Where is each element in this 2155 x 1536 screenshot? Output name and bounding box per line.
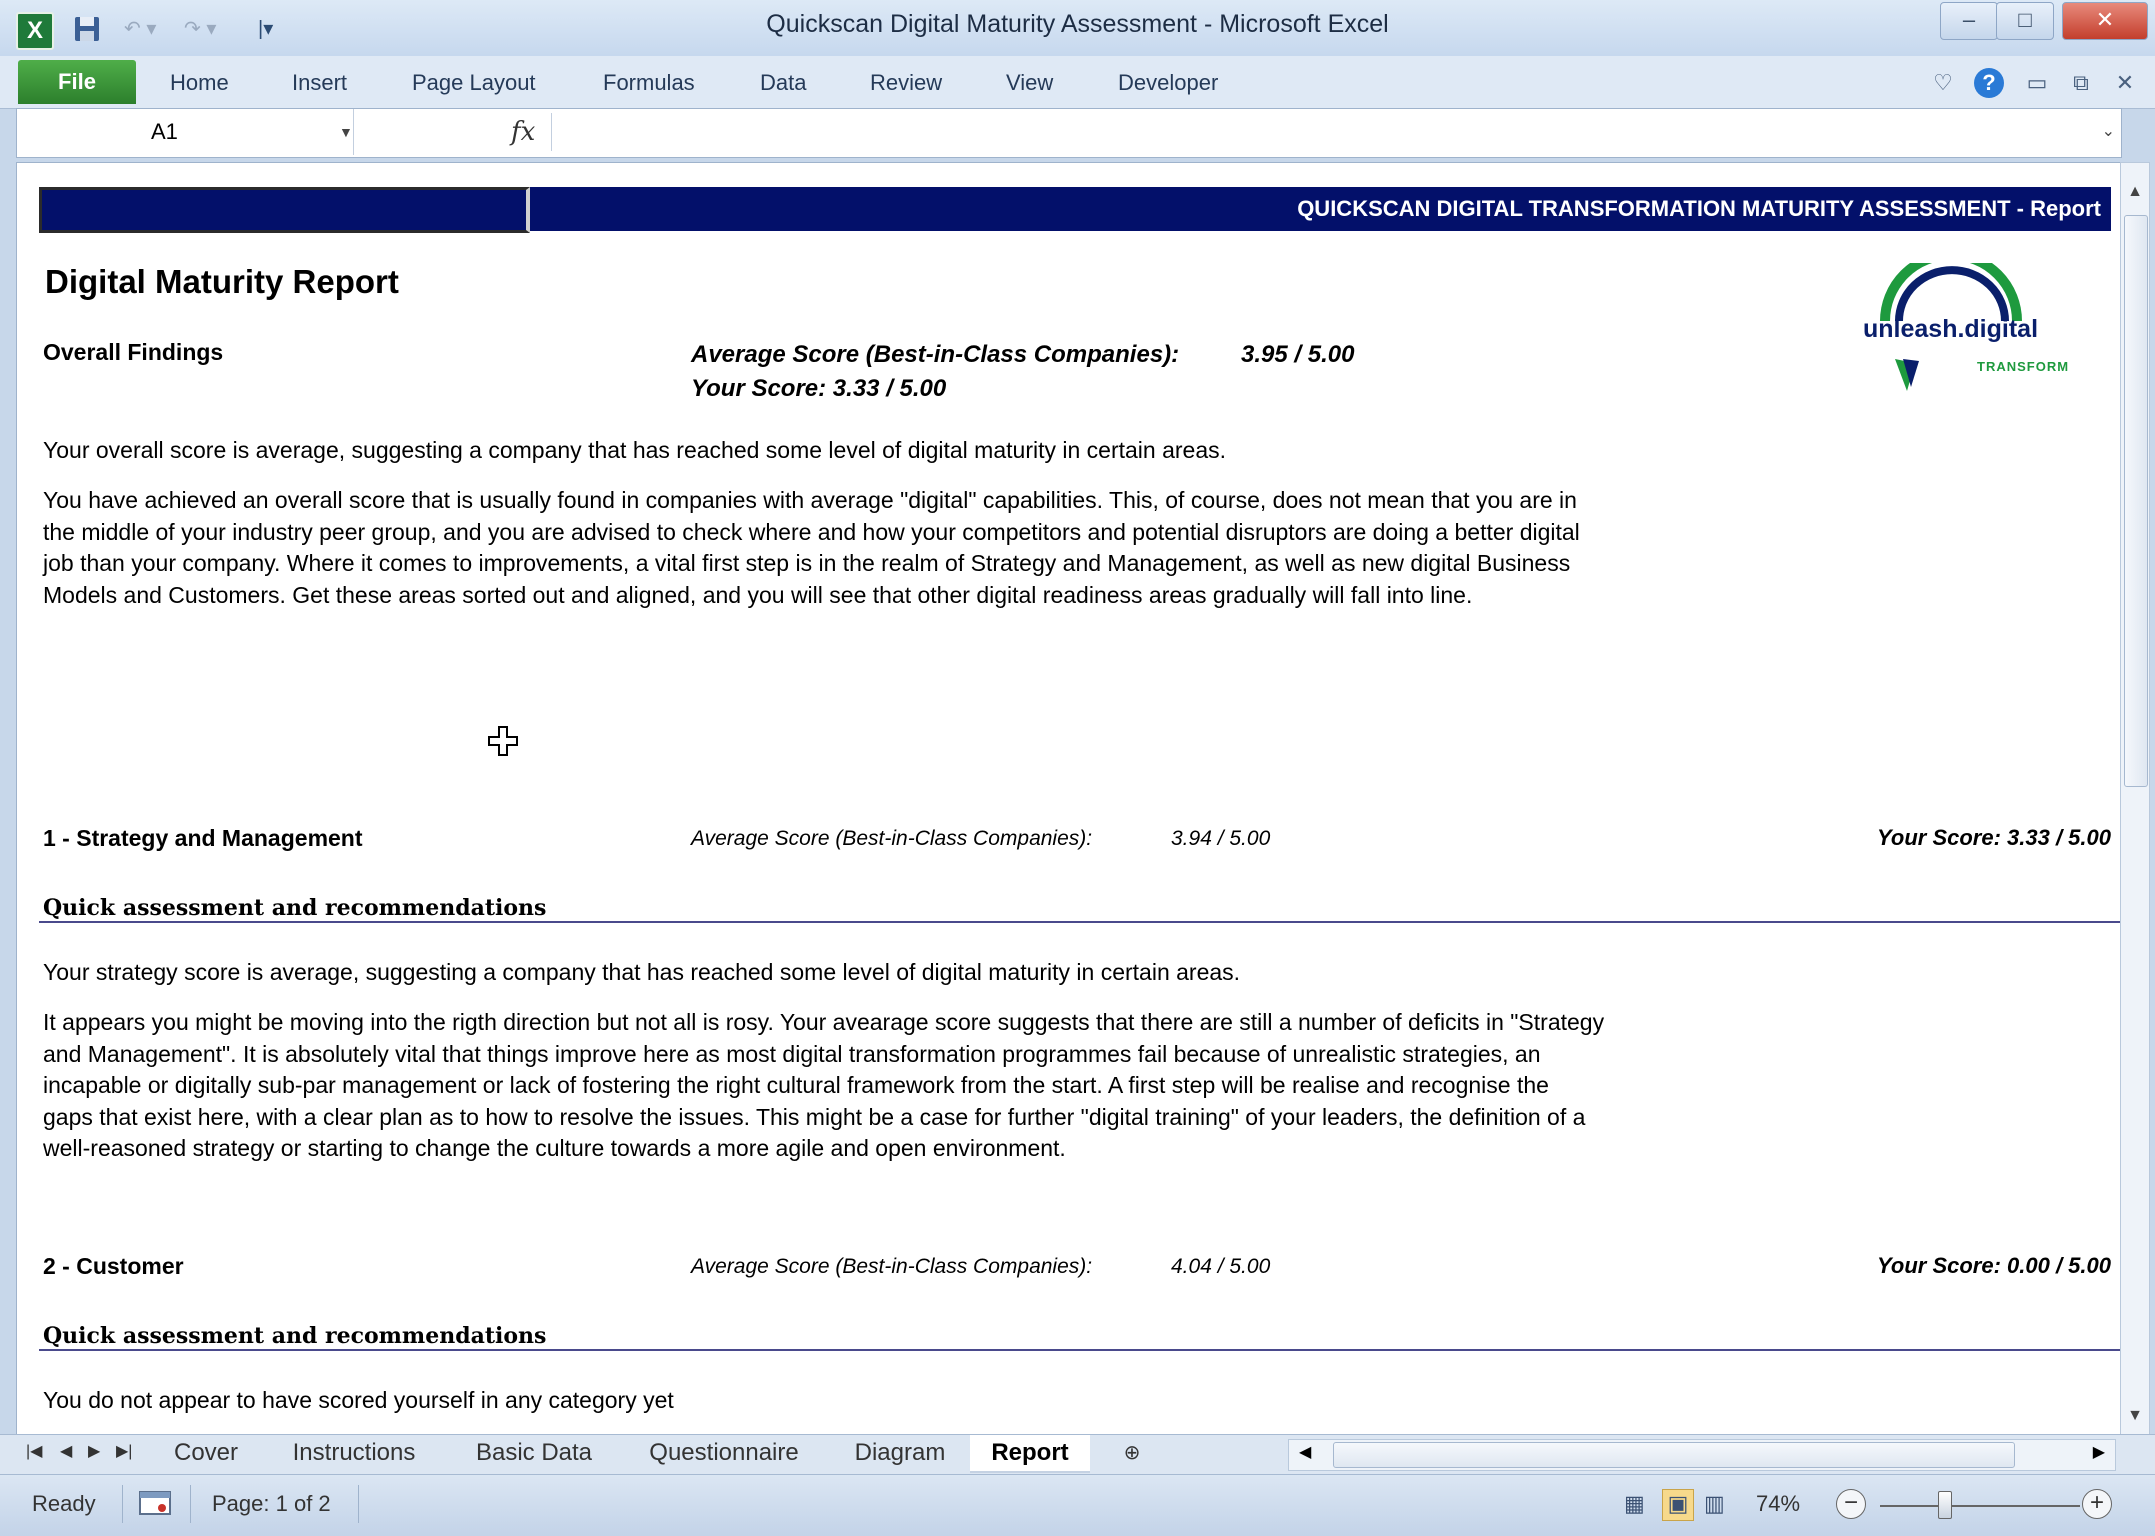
status-bar: [0, 1474, 2155, 1536]
overall-line: You have achieved an overall score that is usually found in companies with average "digital" capabilities. This, of course, does not mean that you are in: [43, 487, 1577, 513]
section1-line: It appears you might be moving into the rigth direction but not all is rosy. Your avearage score suggests that there are still a number of deficits in "Strategy: [43, 1009, 1605, 1035]
workbook-restore-icon[interactable]: ⧉: [2073, 70, 2089, 95]
name-box-value: A1: [151, 119, 178, 144]
vertical-scroll-thumb[interactable]: [2124, 215, 2148, 787]
overall-paragraph: [43, 485, 1580, 611]
section1-line: and Management". It is absolutely vital that things improve here as most digital transformation programmes fail because of unrealistic strategies, an: [43, 1040, 1541, 1067]
tab-home[interactable]: Home: [170, 70, 229, 95]
minimize-ribbon-icon[interactable]: ♡: [1933, 70, 1953, 95]
undo-icon[interactable]: ↶ ▾: [124, 18, 157, 40]
last-sheet-icon[interactable]: ▶|: [116, 1443, 133, 1460]
sheet-tabs-bar: [0, 1434, 2155, 1475]
tab-file[interactable]: File: [18, 60, 136, 104]
first-sheet-icon[interactable]: |◀: [26, 1443, 43, 1460]
overall-your-score: Your Score: 3.33 / 5.00: [691, 375, 947, 402]
report-title: Digital Maturity Report: [45, 263, 399, 300]
status-page: Page: 1 of 2: [212, 1491, 331, 1516]
section1-line: incapable or digitally sub-par management or lack of fostering the right cultural framework from the start. A first step will be realise and recognise the: [43, 1072, 1549, 1098]
tab-insert[interactable]: Insert: [292, 70, 348, 95]
scroll-left-icon[interactable]: ◀: [1299, 1444, 1312, 1461]
status-separator: [190, 1485, 191, 1523]
section1-divider: [39, 921, 2121, 923]
redo-icon[interactable]: ↷ ▾: [184, 18, 217, 40]
logo-tagline: TRANSFORM: [1977, 359, 2070, 374]
section1-your-score: Your Score: 3.33 / 5.00: [1877, 825, 2111, 850]
zoom-slider-track[interactable]: [1880, 1505, 2080, 1507]
status-separator: [358, 1485, 359, 1523]
unleash-digital-logo: [1859, 263, 2070, 403]
tab-page-layout[interactable]: Page Layout: [412, 70, 536, 95]
tab-data[interactable]: Data: [760, 70, 807, 95]
sheet-tab-diagram[interactable]: Diagram: [854, 1439, 946, 1466]
section2-divider: [39, 1349, 2121, 1351]
selected-cell-a1[interactable]: [39, 187, 530, 233]
scroll-right-icon[interactable]: ▶: [2092, 1444, 2105, 1461]
move-cursor-icon: [487, 725, 519, 757]
tab-review[interactable]: Review: [870, 70, 943, 95]
section1-line: gaps that exist here, with a clear plan as to how to resolve the issues. This might be a case for further "digital training" of your leaders, the definition of a: [43, 1103, 1586, 1130]
horizontal-scroll-thumb[interactable]: [1333, 1442, 2015, 1468]
status-ready: Ready: [32, 1491, 96, 1516]
section1-paragraph: [43, 1007, 1604, 1165]
worksheet[interactable]: [16, 162, 2122, 1436]
logo-name: unleash.digital: [1863, 315, 2039, 343]
overall-findings-heading: Overall Findings: [43, 339, 224, 365]
expand-formula-icon[interactable]: ⌄: [2101, 123, 2115, 140]
horizontal-scrollbar[interactable]: [1288, 1439, 2116, 1471]
overall-line: the middle of your industry peer group, and you are advised to check where and how your competitors and potential disruptors are doing a better digital: [43, 518, 1580, 545]
maximize-button[interactable]: □: [1996, 2, 2054, 40]
name-box[interactable]: [17, 109, 354, 155]
sheet-tab-instructions[interactable]: Instructions: [292, 1439, 416, 1466]
insert-function-icon[interactable]: fx: [511, 117, 536, 147]
section2-average-value: 4.04 / 5.00: [1171, 1255, 1271, 1278]
excel-logo-icon[interactable]: X: [16, 12, 54, 50]
section2-your-score: Your Score: 0.00 / 5.00: [1877, 1253, 2111, 1278]
overall-average-value: 3.95 / 5.00: [1241, 341, 1355, 368]
section2-heading: 2 - Customer: [43, 1253, 184, 1279]
ribbon: [0, 56, 2155, 109]
zoom-level[interactable]: 74%: [1756, 1491, 1801, 1516]
report-banner: [39, 187, 2111, 231]
next-sheet-icon[interactable]: ▶: [88, 1443, 101, 1460]
tab-formulas[interactable]: Formulas: [603, 70, 695, 95]
section2-subheading: Quick assessment and recommendations: [43, 1323, 547, 1349]
insert-sheet-icon[interactable]: ⊕: [1123, 1442, 1141, 1464]
title-bar: [0, 0, 2155, 57]
help-icon[interactable]: ?: [1974, 68, 2004, 98]
window-title: Quickscan Digital Maturity Assessment - Microsoft Excel: [766, 10, 1389, 38]
section1-average-value: 3.94 / 5.00: [1171, 827, 1271, 850]
section1-subheading: Quick assessment and recommendations: [43, 895, 547, 921]
sheet-tab-report[interactable]: Report: [970, 1435, 1090, 1473]
overall-average-label: Average Score (Best-in-Class Companies):: [691, 341, 1180, 368]
customize-toolbar-icon[interactable]: |▾: [258, 18, 274, 40]
macro-record-icon[interactable]: [138, 1489, 172, 1517]
formula-bar: [16, 108, 2122, 158]
vertical-scrollbar[interactable]: [2120, 162, 2150, 1436]
section2-average-label: Average Score (Best-in-Class Companies):: [691, 1255, 1093, 1278]
section1-line: well-reasoned strategy or starting to change the culture towards a more agile and open environment.: [43, 1135, 1066, 1161]
workbook-minimize-icon[interactable]: ▭: [2026, 70, 2048, 95]
section1-summary: Your strategy score is average, suggesting a company that has reached some level of digital maturity in certain areas.: [43, 959, 1241, 985]
section2-summary: You do not appear to have scored yourself in any category yet: [43, 1387, 674, 1413]
page-layout-view-icon[interactable]: ▣: [1662, 1489, 1694, 1521]
prev-sheet-icon[interactable]: ◀: [60, 1443, 73, 1460]
page-break-view-icon[interactable]: ▥: [1704, 1491, 1725, 1516]
formula-divider: [551, 113, 552, 151]
workbook-close-icon[interactable]: ✕: [2115, 70, 2135, 95]
close-button[interactable]: ✕: [2062, 2, 2148, 40]
tab-view[interactable]: View: [1006, 70, 1054, 95]
normal-view-icon[interactable]: ▦: [1624, 1491, 1645, 1516]
overall-summary: Your overall score is average, suggesting a company that has reached some level of digital maturity in certain areas.: [43, 437, 1227, 463]
scroll-down-icon[interactable]: ▼: [2127, 1407, 2143, 1424]
zoom-out-button[interactable]: −: [1836, 1489, 1866, 1519]
sheet-tab-cover[interactable]: Cover: [173, 1439, 239, 1466]
zoom-slider-thumb[interactable]: [1938, 1491, 1952, 1519]
overall-line: Models and Customers. Get these areas sorted out and aligned, and you will see that other digital readiness areas gradually will fall into line.: [43, 581, 1473, 608]
name-box-dropdown-icon[interactable]: ▼: [339, 124, 353, 140]
section1-heading: 1 - Strategy and Management: [43, 825, 363, 851]
overall-line: job than your company. Where it comes to improvements, a vital first step is in the realm of Strategy and Management, as well as new digital Business: [43, 550, 1571, 576]
sheet-tab-questionnaire[interactable]: Questionnaire: [649, 1439, 799, 1466]
sheet-tab-basic-data[interactable]: Basic Data: [475, 1439, 593, 1466]
tab-developer[interactable]: Developer: [1118, 70, 1219, 95]
section1-average-label: Average Score (Best-in-Class Companies):: [691, 827, 1093, 850]
status-separator: [122, 1485, 123, 1523]
scroll-up-icon[interactable]: ▲: [2127, 183, 2143, 200]
zoom-in-button[interactable]: +: [2082, 1489, 2112, 1519]
banner-title: QUICKSCAN DIGITAL TRANSFORMATION MATURITY ASSESSMENT - Report: [1297, 196, 2101, 221]
minimize-button[interactable]: –: [1940, 2, 1998, 40]
